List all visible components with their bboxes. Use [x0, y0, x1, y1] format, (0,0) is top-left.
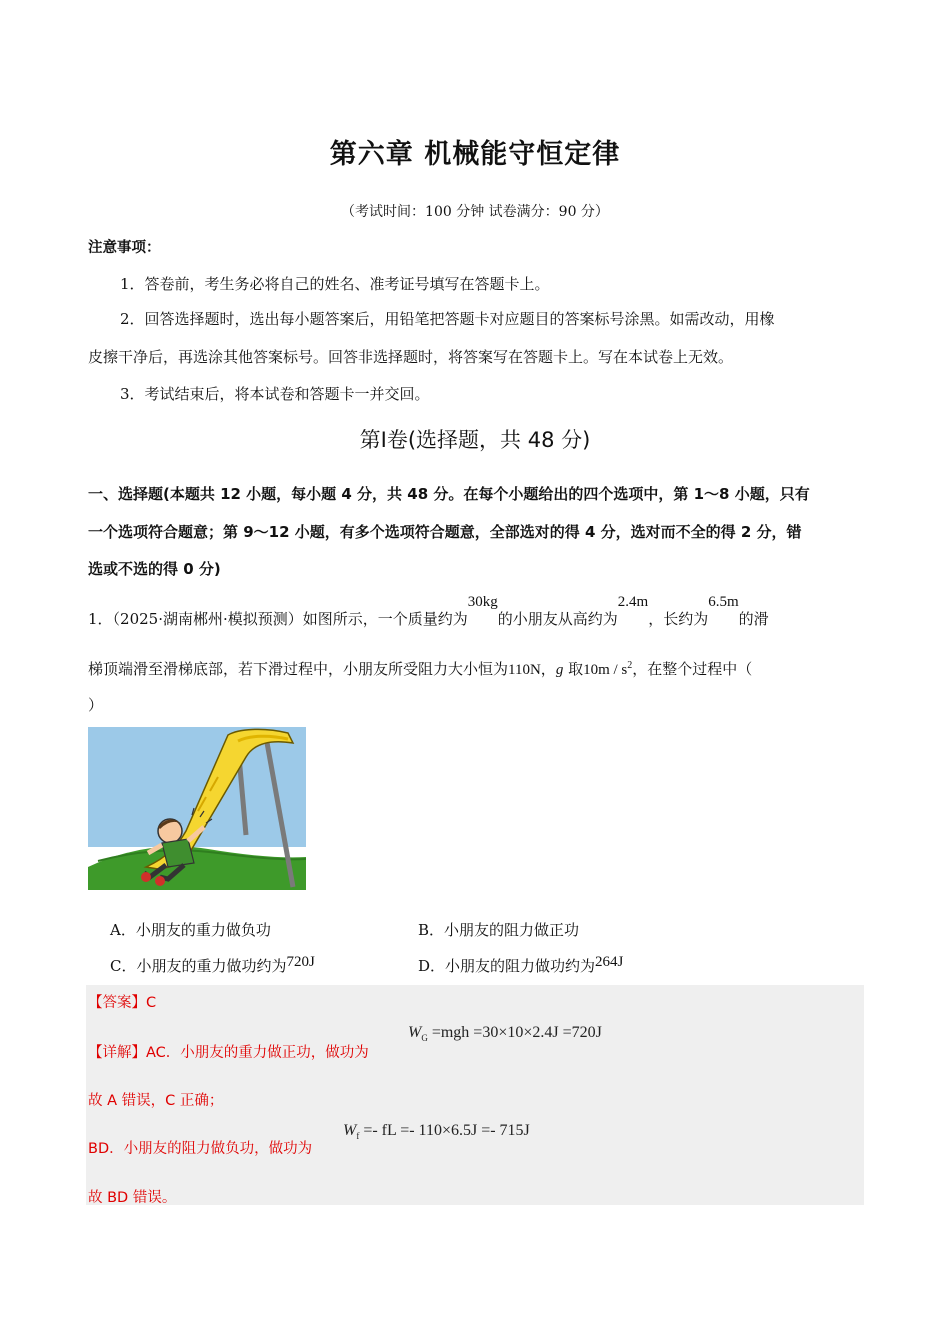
question-part-4: 的滑: [738, 610, 769, 628]
question-line-2-b: ，: [540, 660, 556, 678]
exam-info: （考试时间：100 分钟 试卷满分：90 分）: [341, 204, 609, 220]
force-value: 110N: [508, 662, 541, 678]
g-symbol: g: [555, 662, 564, 678]
question-line-2: [88, 658, 752, 679]
friction-work-equation: $W_f$ =- fL =- 110×6.5J =- 715J: [343, 1122, 530, 1142]
answer-detail-line-4: 故 BD 错误。: [88, 1190, 177, 1206]
instructions-line-2: 一个选项符合题意；第 9～12 小题，有多个选项符合题意，全部选对的得 4 分，选对而不全的得 2 分，错: [88, 523, 802, 541]
option-c-value: 720J: [286, 954, 315, 970]
answer-detail-line-3: BD．小朋友的阻力做负功，做功为: [88, 1141, 313, 1157]
gravity-work-equation: $W_G =mgh =30\times 10\times 2.4J =720J$: [408, 1024, 602, 1044]
length-value: 6.5m: [708, 594, 739, 610]
section-title: 第Ⅰ卷(选择题，共 48 分): [359, 428, 591, 452]
note-item-2-line-2: 皮擦干净后，再选涂其他答案标号。回答非选择题时，将答案写在答题卡上。写在本试卷上无效。: [88, 348, 734, 366]
mass-value: 30kg: [467, 594, 498, 610]
notes-heading: 注意事项：: [88, 240, 161, 256]
question-line-2-a: 梯顶端滑至滑梯底部，若下滑过程中，小朋友所受阻力大小恒为: [88, 660, 509, 678]
option-c: [110, 955, 315, 976]
answer-detail-line-1: 【详解】AC．小朋友的重力做正功，做功为: [88, 1045, 369, 1061]
slide-image: [88, 727, 306, 890]
question-prefix: 1．（2025·湖南郴州·模拟预测）如图所示，一个质量约为: [88, 610, 468, 628]
question-part-2: 的小朋友从高约为: [497, 610, 618, 628]
instructions-line-3: 选或不选的得 0 分): [88, 560, 221, 578]
g-value: 取10m / s: [568, 662, 628, 678]
option-b: B．小朋友的阻力做正功: [418, 921, 580, 939]
question-line-2-d: ，在整个过程中（: [632, 660, 753, 678]
height-value: 2.4m: [617, 594, 649, 610]
note-item-2-line-1: 2．回答选择题时，选出每小题答案后，用铅笔把答题卡对应题目的答案标号涂黑。如需改动，用橡: [120, 310, 775, 328]
answer-label: 【答案】C: [88, 995, 157, 1011]
slide-illustration: [88, 727, 306, 890]
option-d: [418, 955, 623, 976]
option-a: A．小朋友的重力做负功: [110, 921, 271, 939]
option-d-value: 264J: [595, 954, 624, 970]
g-exponent: 2: [627, 660, 633, 671]
option-d-text: D．小朋友的阻力做功约为: [418, 957, 596, 975]
question-line-3: ）: [88, 696, 104, 714]
instructions-line-1: 一、选择题(本题共 12 小题，每小题 4 分，共 48 分。在每个小题给出的四个选项中，第 1～8 小题，只有: [88, 485, 810, 503]
chapter-title: 第六章 机械能守恒定律: [329, 139, 621, 170]
answer-detail-line-2: 故 A 错误，C 正确；: [88, 1093, 224, 1109]
note-item-1: 1．答卷前，考生务必将自己的姓名、准考证号填写在答题卡上。: [120, 275, 550, 293]
question-line-1: [88, 594, 769, 629]
note-item-3: 3．考试结束后，将本试卷和答题卡一并交回。: [120, 385, 430, 403]
question-part-3: ，长约为: [648, 610, 709, 628]
option-c-text: C．小朋友的重力做功约为: [110, 957, 287, 975]
